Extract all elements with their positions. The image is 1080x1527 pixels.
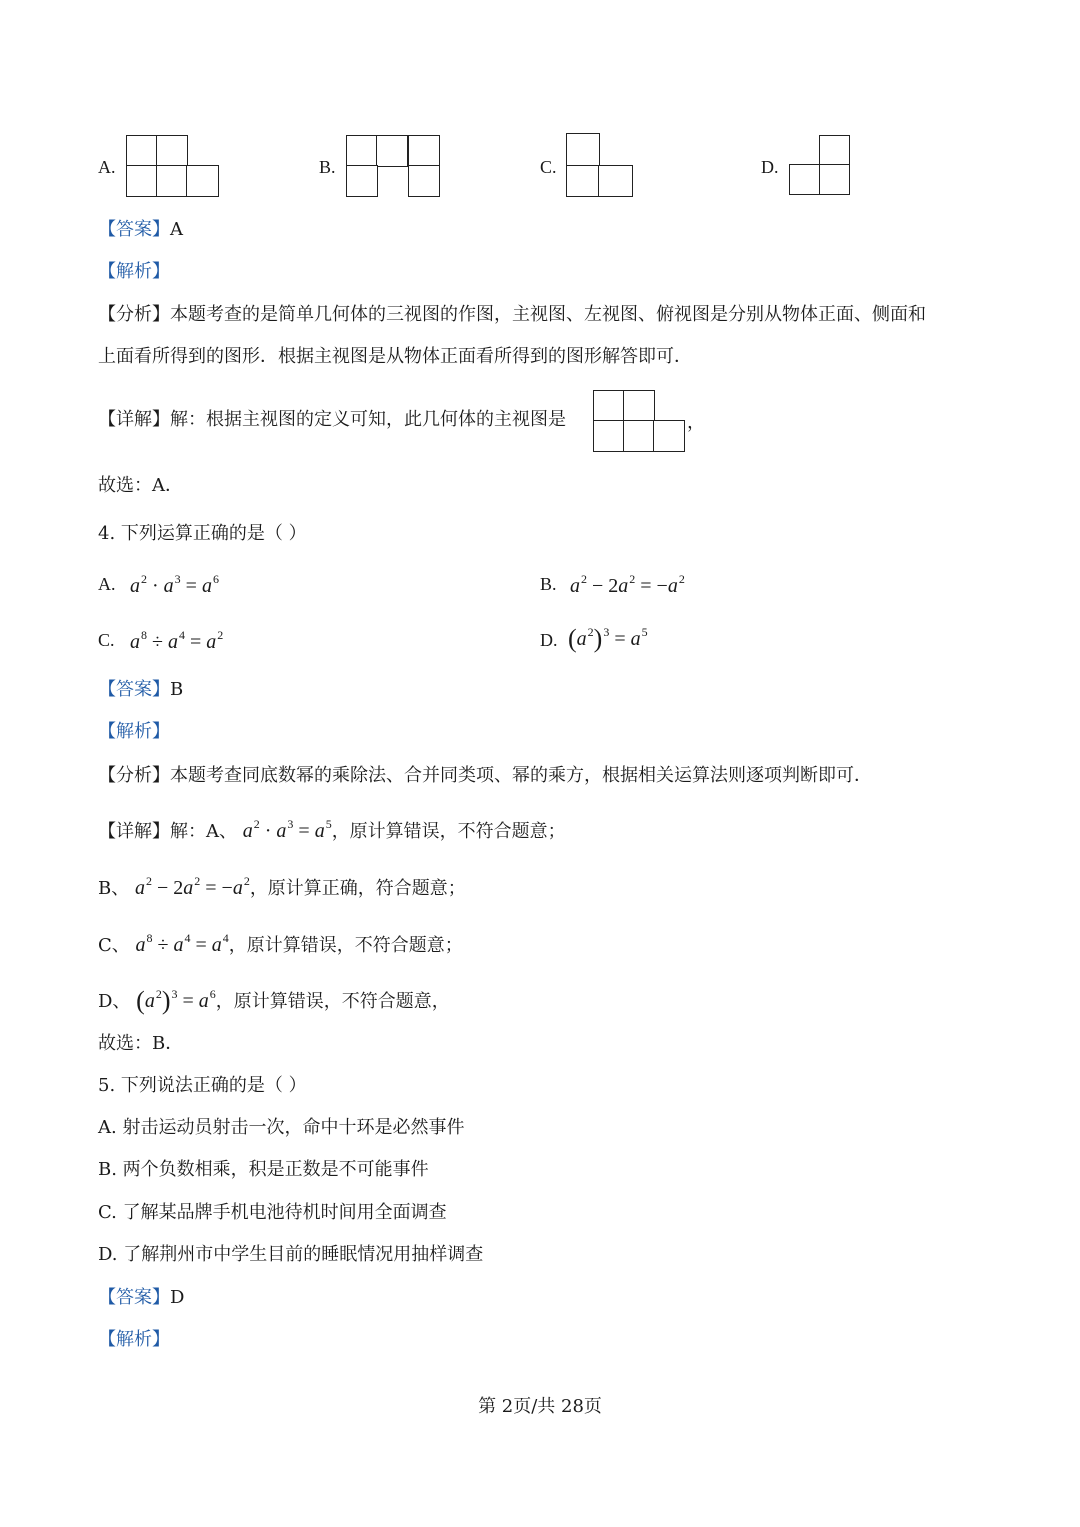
cell xyxy=(598,165,633,197)
answer-value: D xyxy=(170,1287,185,1308)
q3-option-d-label: D. xyxy=(761,157,779,177)
cell xyxy=(593,390,625,422)
cell xyxy=(156,135,188,167)
xiangjie-tag: 【详解】 xyxy=(98,409,170,430)
q3-option-b-label: B. xyxy=(319,157,336,177)
cell xyxy=(126,165,158,197)
cell xyxy=(593,420,625,452)
cell xyxy=(819,164,850,195)
cell xyxy=(819,135,850,166)
q3-xiangjie-figure xyxy=(593,390,687,452)
answer-tag: 【答案】 xyxy=(98,679,170,700)
q4-option-d-formula: $(a^2)^3 = a^5$ xyxy=(568,624,648,653)
cell xyxy=(623,420,655,452)
fenxi-text: 本题考查的是简单几何体的三视图的作图，主视图、左视图、俯视图是分别从物体正面、侧面和 xyxy=(170,304,926,325)
xiangjie-suffix: ，原计算错误，不符合题意； xyxy=(331,821,566,842)
fenxi-text: 本题考查同底数幂的乘除法、合并同类项、幂的乘方，根据相关运算法则逐项判断即可． xyxy=(170,765,872,786)
cell xyxy=(408,135,440,167)
q4-answer xyxy=(98,678,183,702)
q4-stem: 4. 下列运算正确的是（ ） xyxy=(98,523,307,544)
q4-xiangjie-c xyxy=(98,926,463,958)
c-prefix: C、 xyxy=(98,935,130,956)
cell xyxy=(789,164,821,195)
q3-xiangjie xyxy=(98,408,566,432)
b-suffix: ，原计算正确，符合题意； xyxy=(249,878,466,899)
q5-option-c: C. 了解某品牌手机电池待机时间用全面调查 xyxy=(98,1202,447,1223)
q4-xiangjie-d-formula: $(a^2)^3 = a^6$ xyxy=(136,986,216,1015)
q3-option-c-label: C. xyxy=(540,157,557,177)
fenxi-tag: 【分析】 xyxy=(98,304,170,325)
q4-xiangjie-d xyxy=(98,982,450,1014)
cell xyxy=(566,133,600,167)
cell xyxy=(126,135,158,167)
q3-jiexi: 【解析】 xyxy=(98,261,170,282)
q4-xiangjie-a xyxy=(98,812,566,844)
q4-option-a-label: A. xyxy=(98,574,116,594)
q4-option-b-formula: $a^2 - 2a^2 = -a^2$ xyxy=(570,572,685,597)
answer-value: A xyxy=(170,219,183,240)
q5-option-d: D. 了解荆州市中学生目前的睡眠情况用抽样调查 xyxy=(98,1244,484,1265)
cell xyxy=(623,390,655,422)
q5-option-b: B. 两个负数相乘，积是正数是不可能事件 xyxy=(98,1159,429,1180)
q4-fenxi xyxy=(98,764,872,788)
q4-option-c-formula: $a^8 \div a^4 = a^2$ xyxy=(130,628,224,653)
cell xyxy=(186,165,219,197)
q3-choose: 故选：A． xyxy=(98,475,183,496)
xiangjie-prefix: 解：A、 xyxy=(170,821,237,842)
d-prefix: D、 xyxy=(98,991,131,1012)
q3-fenxi-line2: 上面看所得到的图形．根据主视图是从物体正面看所得到的图形解答即可． xyxy=(98,346,692,367)
q3-fenxi-line1 xyxy=(98,303,926,327)
q3-option-a-figure xyxy=(126,135,221,197)
q5-jiexi: 【解析】 xyxy=(98,1329,170,1350)
q3-option-a-label: A. xyxy=(98,157,116,177)
cell xyxy=(653,420,685,452)
q5-stem: 5. 下列说法正确的是（ ） xyxy=(98,1075,307,1096)
q3-option-d-figure xyxy=(789,135,851,195)
answer-value: B xyxy=(170,679,184,700)
q5-answer xyxy=(98,1286,184,1310)
q4-xiangjie-a-formula: $a^2 \cdot a^3 = a^5$ xyxy=(242,817,332,842)
q5-option-a: A. 射击运动员射击一次，命中十环是必然事件 xyxy=(98,1117,465,1138)
q4-xiangjie-b xyxy=(98,869,466,901)
cell xyxy=(566,165,600,197)
q4-option-a-formula: $a^2 \cdot a^3 = a^6$ xyxy=(130,572,219,597)
q4-option-b-label: B. xyxy=(540,574,557,594)
q4-xiangjie-b-formula: $a^2 - 2a^2 = -a^2$ xyxy=(134,874,250,899)
q3-option-b-figure xyxy=(346,135,442,197)
q4-option-c-label: C. xyxy=(98,630,115,650)
q3-xiangjie-comma: ， xyxy=(687,412,705,433)
q3-answer xyxy=(98,218,183,242)
c-suffix: ，原计算错误，不符合题意； xyxy=(228,935,463,956)
q4-jiexi: 【解析】 xyxy=(98,721,170,742)
xiangjie-tag: 【详解】 xyxy=(98,821,170,842)
cell xyxy=(346,165,378,197)
xiangjie-text: 解：根据主视图的定义可知，此几何体的主视图是 xyxy=(170,409,566,430)
q4-choose: 故选：B． xyxy=(98,1033,184,1054)
b-prefix: B、 xyxy=(98,878,130,899)
fenxi-tag: 【分析】 xyxy=(98,765,170,786)
cell xyxy=(156,165,188,197)
q4-xiangjie-c-formula: $a^8 \div a^4 = a^4$ xyxy=(135,931,229,956)
page-footer: 第 2页/共 28页 xyxy=(478,1396,602,1417)
cell xyxy=(376,135,408,167)
d-suffix: ，原计算错误，不符合题意， xyxy=(215,991,450,1012)
answer-tag: 【答案】 xyxy=(98,219,170,240)
cell xyxy=(408,165,440,197)
q3-option-c-figure xyxy=(566,133,634,197)
answer-tag: 【答案】 xyxy=(98,1287,170,1308)
q4-option-d-label: D. xyxy=(540,630,558,650)
cell xyxy=(346,135,378,167)
